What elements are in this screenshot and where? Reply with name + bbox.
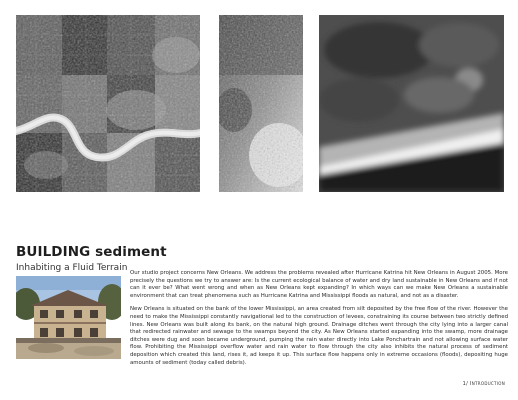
- aerial-strip-figure: [219, 15, 303, 192]
- page-footer: [463, 381, 505, 387]
- page-subtitle: Inhabiting a Fluid Terrain: [16, 263, 128, 273]
- aerial-map-figure: [16, 15, 200, 192]
- page-number: 1/: [462, 381, 469, 387]
- elevation-map-figure: [319, 15, 504, 192]
- body-paragraph: Our studio project concerns New Orleans. We address the problems revealed after Hurricane Katrina hit New Orleans in August 2005. More precisely the questions we try to answer are: Is the current ecological balance of water and dry land sustainable in New Orleans and if not can it ever be? What went wrong and when as New Orleans kept expanding? In which ways can we make New Orleans a sustainable environment that can treat phenomena such as Hurricane Katrina and Mississippi floods as natural, and not as a disaster.: [130, 270, 508, 299]
- body-paragraph: New Orleans is situated on the bank of the lower Mississippi, an area created from silt deposited by the free flow of the river. However the need to make the Mississippi constantly navigational led to the construction of levees, constraining its course between two strictly defined lines. New Orleans was built along its bank, on the natural high ground. Drainage ditches went through the city lying into a larger canal that redirected rainwater and sewage to the swamps beyond the city. As New Orleans started expanding into the swamp, more drainage ditches were dug and soon became underground, pumping the rain water directly into Lake Ponchartrain and not allowing surface water flow. Prohibiting the Mississippi overflow water and rain water to flow through the city also inhibits the natural process of sediment deposition which created this land, rises it, ad keeps it up. This surface flow happens only in extreme occasions (floods), depositing huge amounts of sediment (today called debris).: [130, 306, 508, 366]
- house-photo: [16, 276, 121, 359]
- section-label: Introduction: [469, 381, 505, 387]
- body-text: [130, 270, 508, 373]
- page-title: BUILDING sediment: [16, 244, 167, 260]
